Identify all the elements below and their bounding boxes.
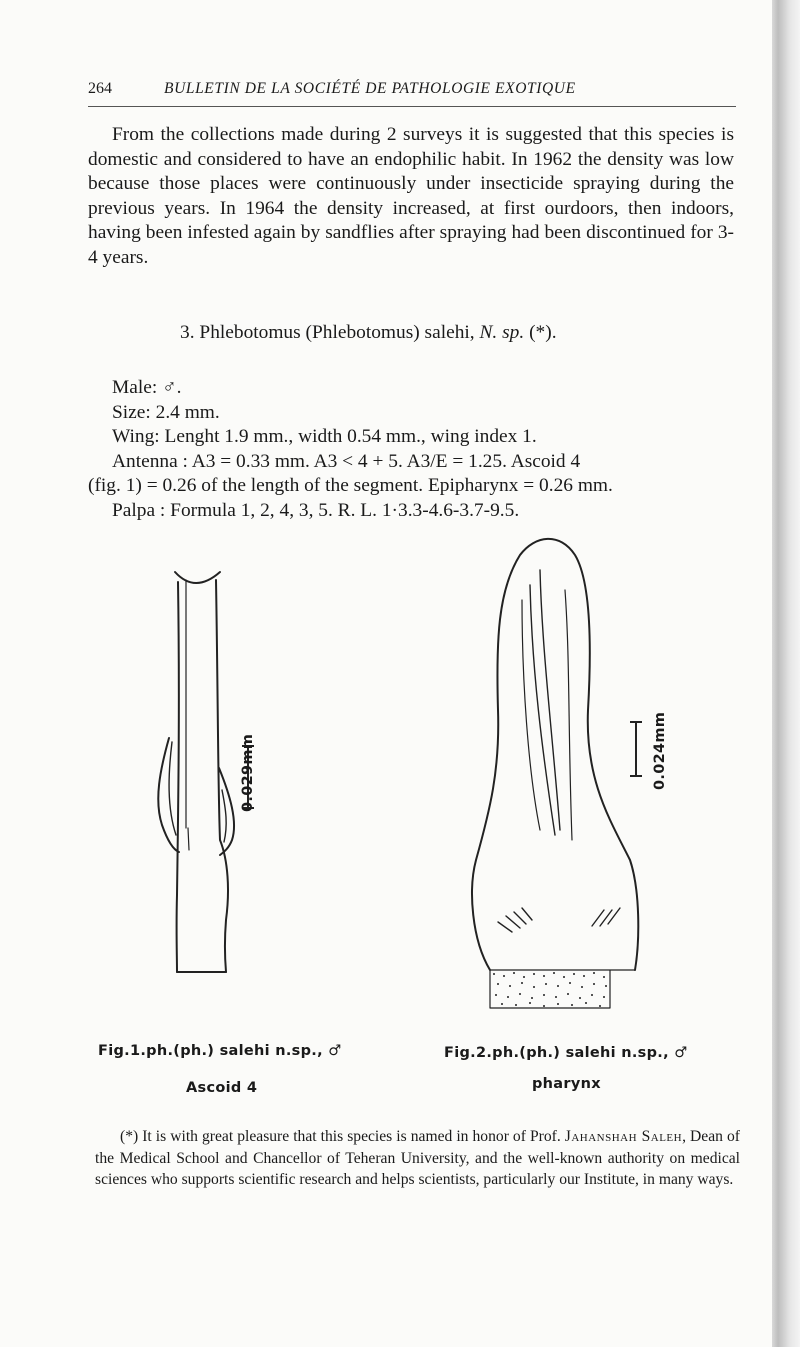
segment-tip xyxy=(175,572,220,583)
pharynx-teeth-right xyxy=(592,908,620,926)
pharynx-base xyxy=(490,970,635,1008)
size-line: Size: 2.4 mm. xyxy=(112,401,220,423)
figure-2-scale-bar xyxy=(624,718,654,788)
segment-left-edge xyxy=(177,582,179,972)
pharynx-teeth-left xyxy=(498,908,532,932)
pharynx-inner-line xyxy=(565,590,572,840)
figure-2-caption: Fig.2.ph.(ph.) salehi n.sp., ♂ xyxy=(444,1045,688,1061)
footnote-marker: (*). xyxy=(529,322,557,343)
ascoid-right-inner xyxy=(222,790,226,842)
figure-1-subcaption: Ascoid 4 xyxy=(186,1080,258,1096)
section-number: 3. xyxy=(180,322,195,343)
male-symbol: ♂. xyxy=(162,377,182,398)
figure-1-scale-label: 0.029mm xyxy=(240,733,256,812)
antenna-line: Antenna : A3 = 0.33 mm. A3 < 4 + 5. A3/E = 1.25. Ascoid 4 xyxy=(112,450,581,472)
section-title: Phlebotomus (Phlebotomus) salehi, xyxy=(199,322,475,343)
page-edge-shadow xyxy=(772,0,800,1347)
page-header xyxy=(88,80,736,102)
pharynx-inner-line xyxy=(522,600,540,830)
figure-2-pharynx-drawing xyxy=(460,530,650,1020)
page-number: 264 xyxy=(88,80,112,97)
species-note: N. sp. xyxy=(479,322,525,343)
male-line xyxy=(112,376,740,401)
pharynx-outline xyxy=(472,539,638,970)
ascoid-left-inner xyxy=(169,742,176,835)
footnote xyxy=(95,1126,740,1191)
segment-inner-line xyxy=(186,580,189,850)
antenna-line-continued: (fig. 1) = 0.26 of the length of the segment. Epipharynx = 0.26 mm. xyxy=(88,475,613,497)
species-description xyxy=(88,376,740,524)
footnote-marker: (*) xyxy=(120,1128,139,1145)
body-text xyxy=(88,123,734,271)
footnote-text-continued: , Dean of the Medical School and Chancellor of Teheran University, and the well-known authority on medical sciences who supports scientific research and helps scientists, particularly our Institute, in many ways. xyxy=(95,1128,740,1188)
section-heading xyxy=(180,322,557,344)
figure-1-caption: Fig.1.ph.(ph.) salehi n.sp., ♂ xyxy=(98,1043,342,1059)
figure-2-subcaption: pharynx xyxy=(532,1076,601,1092)
figure-2-scale-label: 0.024mm xyxy=(652,711,668,790)
palpa-line: Palpa : Formula 1, 2, 4, 3, 5. R. L. 1·3.3-4.6-3.7-9.5. xyxy=(112,499,520,521)
running-title: BULLETIN DE LA SOCIÉTÉ DE PATHOLOGIE EXOTIQUE xyxy=(164,80,576,97)
pharynx-inner-line xyxy=(540,570,560,830)
male-label: Male: xyxy=(112,377,158,398)
wing-line: Wing: Lenght 1.9 mm., width 0.54 mm., wing index 1. xyxy=(112,426,537,448)
paragraph: From the collections made during 2 surveys it is suggested that this species is domestic and considered to have an endophilic habit. In 1962 the density was low because those places were continuously under insecticide spraying during the previous years. In 1964 the density increased, at first ourdoors, then indoors, having been infested again by sandflies after spraying had been discontinued for 3-4 years. xyxy=(88,124,734,268)
honoree-name: Jahanshah Saleh xyxy=(564,1128,683,1145)
header-rule xyxy=(88,106,736,107)
footnote-text: It is with great pleasure that this species is named in honor of Prof. xyxy=(142,1128,561,1145)
pharynx-armature-dots xyxy=(493,972,607,1007)
